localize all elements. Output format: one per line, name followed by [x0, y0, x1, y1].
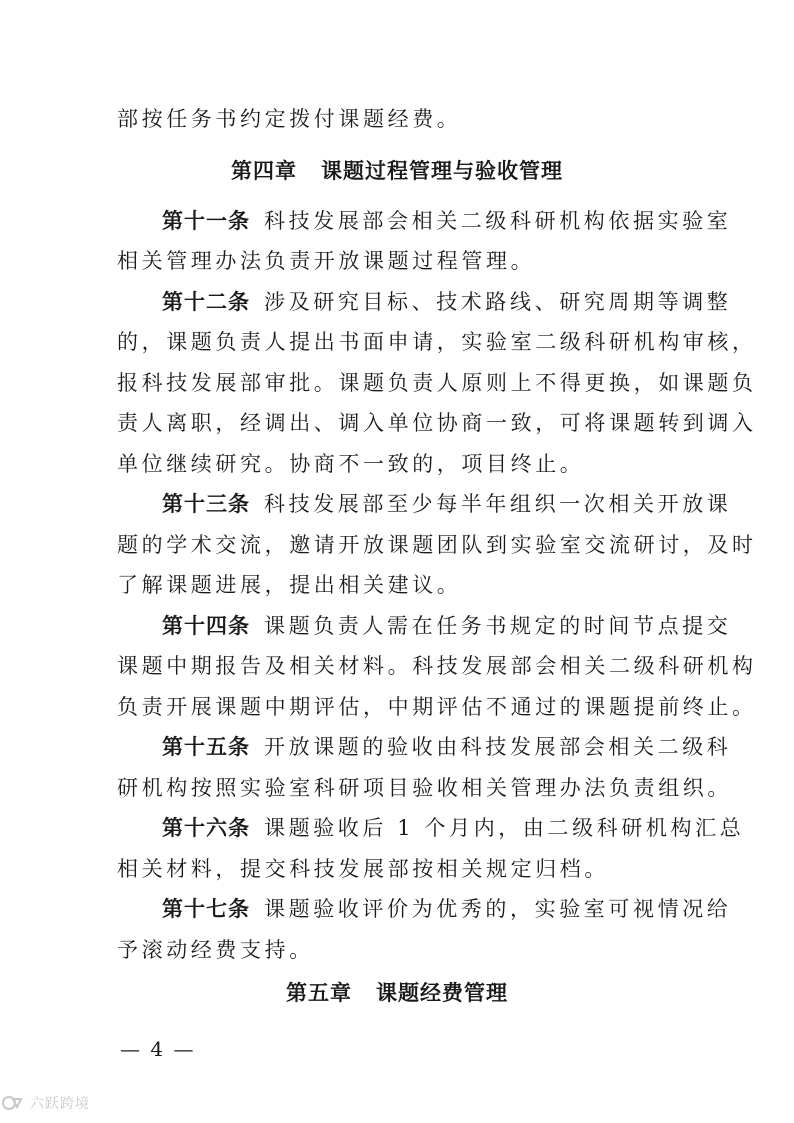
intro-line: 部按任务书约定拨付课题经费。: [117, 107, 462, 131]
logo-icon: [2, 1094, 26, 1112]
article-12-label: 第十二条: [162, 290, 250, 314]
chapter-5-number: 第五章: [286, 980, 352, 1005]
article-13-line-2: 题的学术交流，邀请开放课题团队到实验室交流研讨，及时: [117, 533, 757, 557]
article-16-line-1: [162, 813, 745, 843]
article-17-text-1: 课题验收评价为优秀的，实验室可视情况给: [264, 897, 732, 921]
article-12-text-1: 涉及研究目标、技术路线、研究周期等调整: [264, 290, 732, 314]
article-16-line-2: 相关材料，提交科技发展部按相关规定归档。: [117, 857, 609, 881]
article-15-line-1: [162, 732, 732, 762]
article-14-line-1: [162, 611, 732, 641]
chapter-4-number: 第四章: [231, 158, 297, 183]
article-11-text-1: 科技发展部会相关二级科研机构依据实验室: [264, 209, 732, 233]
article-13-line-1: [162, 489, 732, 519]
chapter-5-title: 课题经费管理: [376, 980, 508, 1005]
watermark: [2, 1093, 90, 1113]
article-12-line-3: 报科技发展部审批。课题负责人原则上不得更换，如课题负: [117, 371, 757, 395]
page-number: — 4 —: [120, 1037, 196, 1061]
chapter-4-title: 课题过程管理与验收管理: [321, 158, 563, 183]
article-16-text-1: 课题验收后 1 个月内，由二级科研机构汇总: [264, 816, 745, 840]
article-12-line-2: 的，课题负责人提出书面申请，实验室二级科研机构审核，: [117, 330, 757, 354]
article-14-line-3: 负责开展课题中期评估，中期评估不通过的课题提前终止。: [117, 695, 757, 719]
article-17-line-1: [162, 894, 732, 924]
article-17-line-2: 予滚动经费支持。: [117, 938, 314, 962]
article-14-label: 第十四条: [162, 614, 250, 638]
chapter-5-heading: [0, 977, 794, 1009]
article-13-line-3: 了解课题进展，提出相关建议。: [117, 573, 462, 597]
article-15-label: 第十五条: [162, 735, 250, 759]
article-14-line-2: 课题中期报告及相关材料。科技发展部会相关二级科研机构: [117, 654, 757, 678]
chapter-4-heading: [0, 155, 794, 187]
article-16-label: 第十六条: [162, 816, 250, 840]
article-17-label: 第十七条: [162, 897, 250, 921]
article-15-text-1: 开放课题的验收由科技发展部会相关二级科: [264, 735, 732, 759]
article-11-line-1: [162, 206, 732, 236]
article-12-line-1: [162, 287, 732, 317]
watermark-text: 六跃跨境: [30, 1096, 90, 1112]
article-13-label: 第十三条: [162, 492, 250, 516]
article-13-text-1: 科技发展部至少每半年组织一次相关开放课: [264, 492, 732, 516]
article-12-line-5: 单位继续研究。协商不一致的，项目终止。: [117, 452, 585, 476]
article-11-label: 第十一条: [162, 209, 250, 233]
article-15-line-2: 研机构按照实验室科研项目验收相关管理办法负责组织。: [117, 776, 732, 800]
article-14-text-1: 课题负责人需在任务书规定的时间节点提交: [264, 614, 732, 638]
article-11-line-2: 相关管理办法负责开放课题过程管理。: [117, 249, 536, 273]
article-12-line-4: 责人离职，经调出、调入单位协商一致，可将课题转到调入: [117, 411, 757, 435]
